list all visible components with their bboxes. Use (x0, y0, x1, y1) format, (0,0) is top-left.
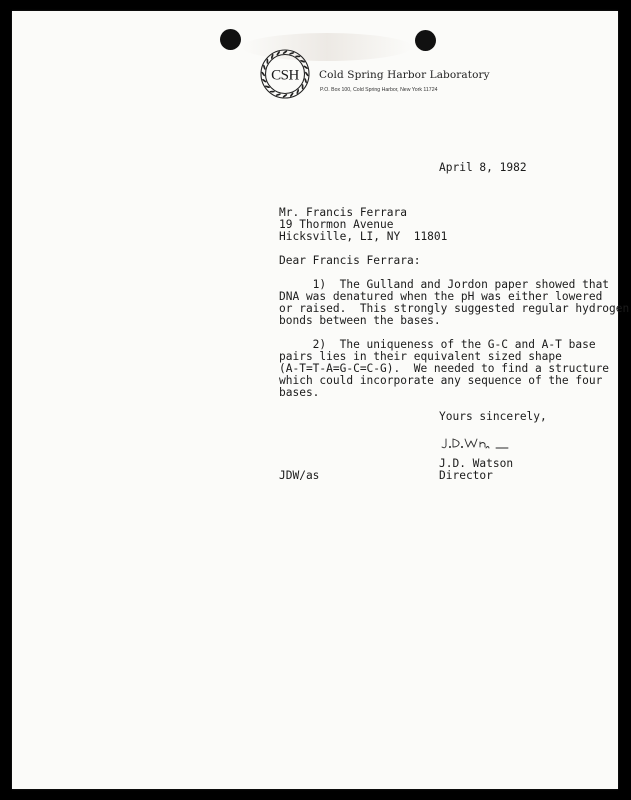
paragraph-1-line-3: or raised. This strongly suggested regular hydrogen (279, 302, 630, 315)
paragraph-2-line-2: pairs lies in their equivalent sized shape (279, 350, 562, 363)
csh-logo (258, 47, 312, 101)
signer-title: Director (439, 469, 493, 482)
punch-hole-left (220, 29, 241, 50)
letter-page (12, 11, 630, 789)
recipient-name: Mr. Francis Ferrara (279, 206, 407, 219)
punch-hole-right (415, 30, 436, 51)
organization-address: P.O. Box 100, Cold Spring Harbor, New York 11724 (320, 87, 438, 93)
paragraph-2-line-3: (A-T=T-A=G-C=C-G). We needed to find a structure (279, 362, 610, 375)
paragraph-1-line-2: DNA was denatured when the pH was either lowered (279, 290, 603, 303)
paragraph-1-line-1: 1) The Gulland and Jordon paper showed that (279, 278, 610, 291)
signer-name: J.D. Watson (439, 457, 514, 470)
handwritten-signature (440, 434, 522, 454)
organization-name: Cold Spring Harbor Laboratory (319, 69, 490, 81)
paragraph-2-line-1: 2) The uniqueness of the G-C and A-T base (279, 338, 596, 351)
paragraph-2-line-5: bases. (279, 386, 320, 399)
salutation: Dear Francis Ferrara: (279, 254, 421, 267)
paragraph-1-line-4: bonds between the bases. (279, 314, 441, 327)
logo-text: CSH (271, 67, 299, 84)
closing: Yours sincerely, (439, 410, 547, 423)
recipient-city: Hicksville, LI, NY 11801 (279, 230, 448, 243)
typist-initials: JDW/as (279, 469, 320, 482)
recipient-street: 19 Thormon Avenue (279, 218, 394, 231)
letter-date: April 8, 1982 (439, 161, 527, 174)
paragraph-2-line-4: which could incorporate any sequence of the four (279, 374, 603, 387)
